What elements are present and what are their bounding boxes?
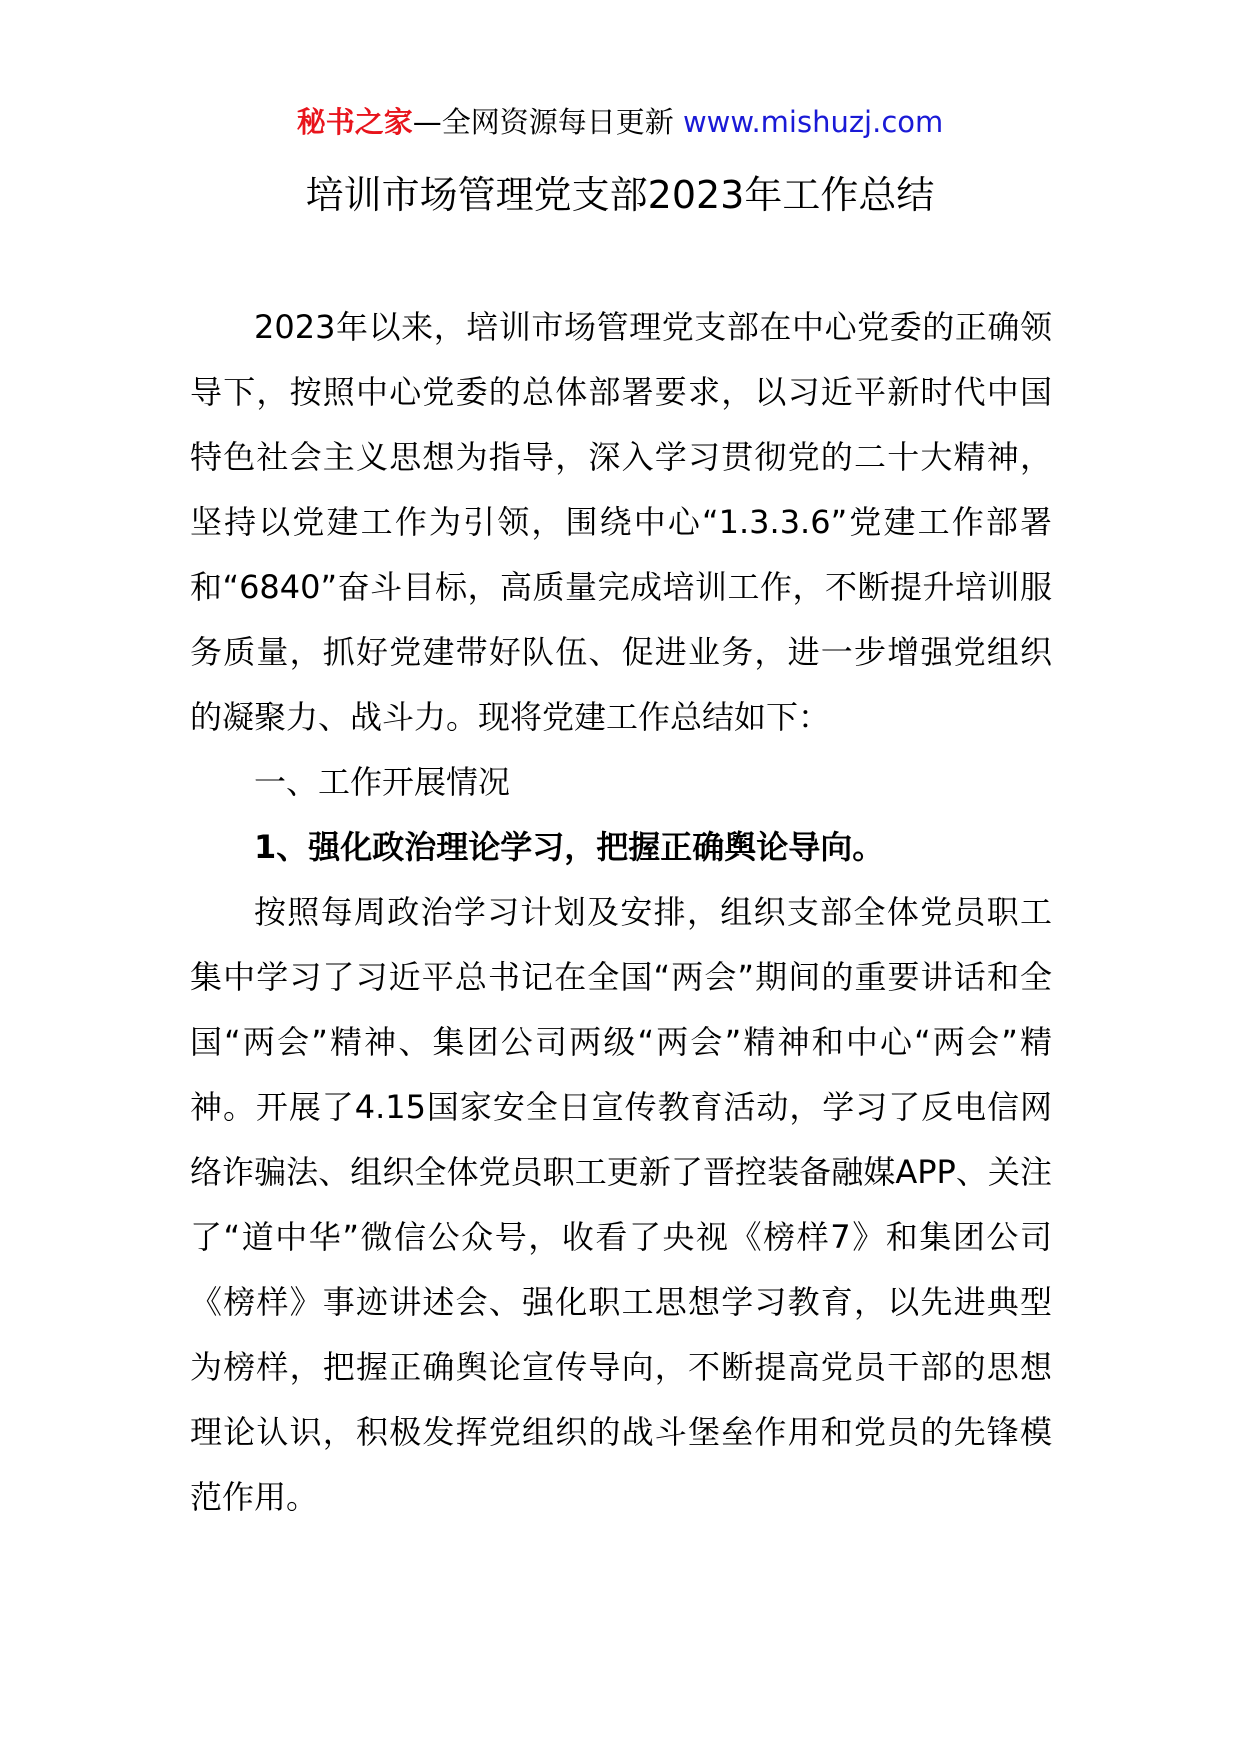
body-paragraph: 按照每周政治学习计划及安排，组织支部全体党员职工集中学习了习近平总书记在全国“两会”期间的重要讲话和全国“两会”精神、集团公司两级“两会”精神和中心“两会”精神。开展了4.15国家安全日宣传教育活动，学习了反电信网络诈骗法、组织全体党员职工更新了晋控装备融媒APP、关注了“道中华”微信公众号，收看了央视《榜样7》和集团公司《榜样》事迹讲述会、强化职工思想学习教育，以先进典型为榜样，把握正确舆论宣传导向，不断提高党员干部的思想理论认识，积极发挥党组织的战斗堡垒作用和党员的先锋模范作用。 bbox=[190, 893, 1052, 1516]
header-slogan: —全网资源每日更新 bbox=[412, 105, 683, 139]
document-body bbox=[190, 295, 1052, 1530]
section-heading: 一、工作开展情况 bbox=[254, 763, 511, 801]
site-header bbox=[0, 100, 1240, 144]
document-title: 培训市场管理党支部2023年工作总结 bbox=[305, 173, 935, 217]
site-url-link[interactable]: www.mishuzj.com bbox=[682, 105, 944, 139]
subsection-heading: 1、强化政治理论学习，把握正确舆论导向。 bbox=[254, 828, 885, 866]
brand-name: 秘书之家 bbox=[296, 105, 413, 139]
intro-paragraph: 2023年以来，培训市场管理党支部在中心党委的正确领导下，按照中心党委的总体部署要求，以习近平新时代中国特色社会主义思想为指导，深入学习贯彻党的二十大精神，坚持以党建工作为引领，围绕中心“1.3.3.6”党建工作部署和“6840”奋斗目标，高质量完成培训工作，不断提升培训服务质量，抓好党建带好队伍、促进业务，进一步增强党组织的凝聚力、战斗力。现将党建工作总结如下： bbox=[190, 308, 1052, 736]
